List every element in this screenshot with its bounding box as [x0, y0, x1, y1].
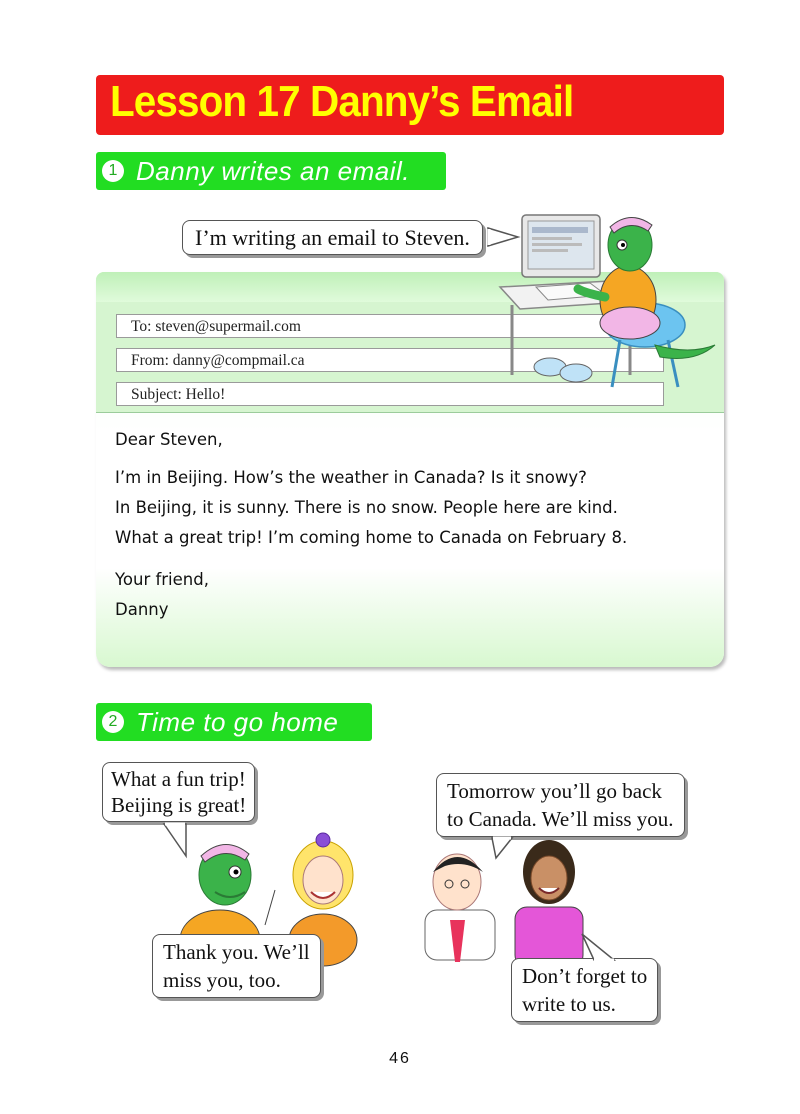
email-greeting: Dear Steven,	[115, 430, 223, 449]
speech-bubble-tomorrow	[436, 773, 685, 837]
section-2-number: 2	[102, 711, 124, 733]
section-2-title: Time to go home	[136, 707, 339, 737]
danny-at-computer-illustration	[490, 205, 720, 395]
page-number: 46	[389, 1050, 411, 1067]
speech-bubble-tail	[580, 932, 620, 962]
speech-text: What a fun trip!	[111, 767, 246, 791]
lesson-title: Lesson 17 Danny’s Email	[110, 77, 574, 126]
lesson-title-bar	[96, 75, 724, 135]
speech-bubble-tail	[488, 836, 518, 862]
email-closing: Your friend,	[115, 570, 209, 589]
speech-bubble-fun-trip	[102, 762, 255, 822]
section-1-header	[96, 152, 446, 190]
speech-text: Beijing is great!	[111, 793, 247, 817]
speech-text: Thank you. We’ll	[163, 940, 310, 964]
speech-bubble-dont-forget	[511, 958, 658, 1022]
speech-bubble-tail	[162, 822, 196, 860]
speech-bubble-writing	[182, 220, 483, 255]
speech-text: write to us.	[522, 992, 616, 1016]
email-body-line: In Beijing, it is sunny. There is no snow. People here are kind.	[115, 498, 618, 517]
speech-text: Don’t forget to	[522, 964, 648, 988]
email-body-line: I’m in Beijing. How’s the weather in Canada? Is it snowy?	[115, 468, 587, 487]
speech-text: miss you, too.	[163, 968, 281, 992]
speech-bubble-tail	[488, 226, 522, 248]
email-body-line: What a great trip! I’m coming home to Canada on February 8.	[115, 528, 628, 547]
speech-text: to Canada. We’ll miss you.	[447, 807, 674, 831]
speech-text: I’m writing an email to Steven.	[195, 225, 470, 250]
speech-text: Tomorrow you’ll go back	[447, 779, 662, 803]
email-signature: Danny	[115, 600, 169, 619]
section-2-header	[96, 703, 372, 741]
email-to-field[interactable]: To: steven@supermail.com	[116, 314, 664, 338]
section-1-number: 1	[102, 160, 124, 182]
section-1-title: Danny writes an email.	[136, 156, 410, 186]
email-subject-field[interactable]: Subject: Hello!	[116, 382, 664, 406]
email-from-field[interactable]: From: danny@compmail.ca	[116, 348, 664, 372]
speech-bubble-thank-you	[152, 934, 321, 998]
